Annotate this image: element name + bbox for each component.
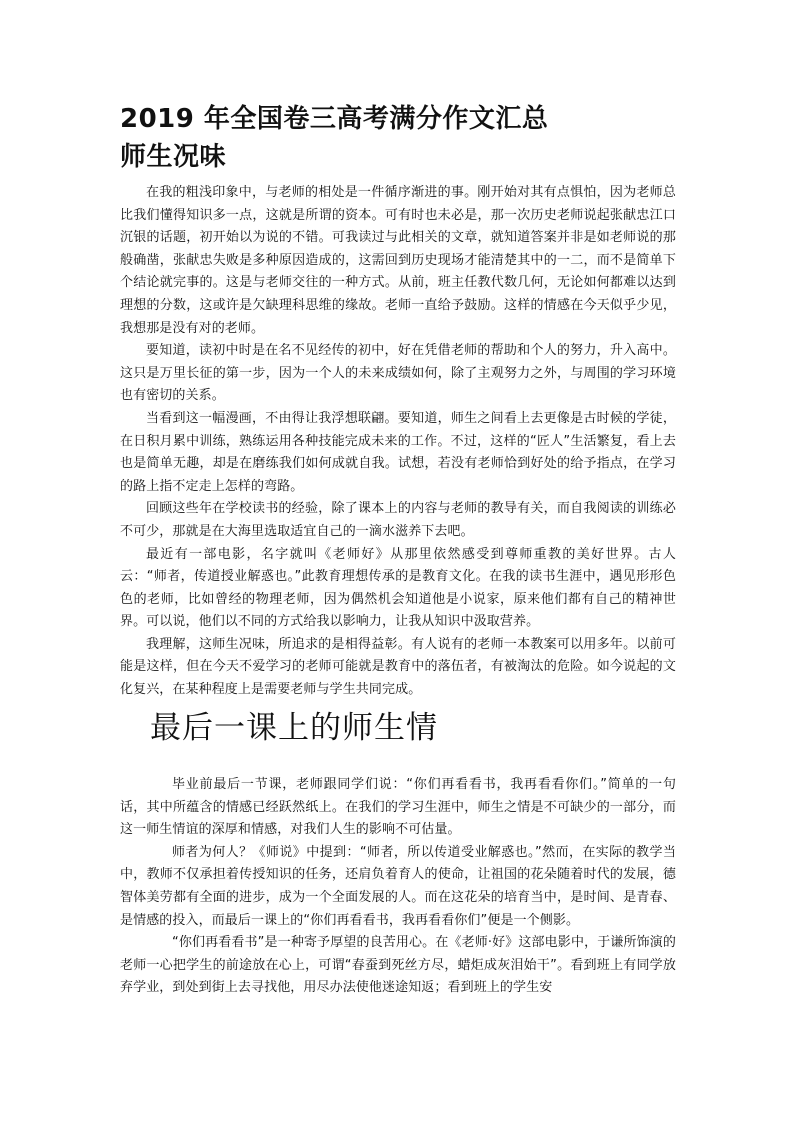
essay-2-paragraph: 师者为何人？《师说》中提到：“师者，所以传道受业解惑也。”然而，在实际的教学当中，教师不仅承担着传授知识的任务，还肩负着育人的使命，让祖国的花朵随着时代的发展，德智体美劳都有全面的进步，成为一个全面发展的人。而在这花朵的培育当中，是时间、是青春、是情感的投入，而最后一课上的“你们再看看书，我再看看你们”便是一个侧影。 (120, 844, 676, 928)
essay-1-title: 师生况味 (120, 142, 227, 172)
essay-1-paragraph: 当看到这一幅漫画，不由得让我浮想联翩。要知道，师生之间看上去更像是古时候的学徒，在日积月累中训练，熟练运用各种技能完成未来的工作。不过，这样的“匠人”生活繁复，看上去也是简单无趣，却是在磨练我们如何成就自我。试想，若没有老师恰到好处的给予指点，在学习的路上指不定走上怎样的弯路。 (120, 410, 676, 494)
essay-2-title: 最后一课上的师生情 (150, 710, 438, 746)
essay-1-paragraph: 我理解，这师生况味，所追求的是相得益彰。有人说有的老师一本教案可以用多年。以前可能是这样，但在今天不爱学习的老师可能就是教育中的落伍者，有被淘汰的危险。如今说起的文化复兴，在某种程度上是需要老师与学生共同完成。 (120, 636, 676, 698)
essay-1-paragraph: 在我的粗浅印象中，与老师的相处是一件循序渐进的事。刚开始对其有点惧怕，因为老师总比我们懂得知识多一点，这就是所谓的资本。可有时也未必是，那一次历史老师说起张献忠江口沉银的话题，初开始以为说的不错。可我读过与此相关的文章，就知道答案并非是如老师说的那般确凿，张献忠失败是多种原因造成的，这需回到历史现场才能清楚其中的一二，而不是简单下个结论就完事的。这是与老师交往的一种方式。从前，班主任教代数几何，无论如何都难以达到理想的分数，这或许是欠缺理科思维的缘故。老师一直给予鼓励。这样的情感在今天似乎少见，我想那是没有对的老师。 (120, 185, 676, 336)
essay-1-paragraph: 要知道，读初中时是在名不见经传的初中，好在凭借老师的帮助和个人的努力，升入高中。这只是万里长征的第一步，因为一个人的未来成绩如何，除了主观努力之外，与周围的学习环境也有密切的关系。 (120, 343, 676, 404)
essay-2-paragraph: 毕业前最后一节课，老师跟同学们说：“你们再看看书，我再看看你们。”简单的一句话，其中所蕴含的情感已经跃然纸上。在我们的学习生涯中，师生之情是不可缺少的一部分，而这一师生情谊的深厚和情感，对我们人生的影响不可估量。 (120, 777, 676, 838)
essay-2-body (120, 774, 676, 1000)
essay-1-body (120, 182, 676, 702)
title-block (120, 100, 680, 176)
essay-2-paragraph: “你们再看看书”是一种寄予厚望的良苦用心。在《老师·好》这部电影中，于谦所饰演的老师一心把学生的前途放在心上，可谓“春蚕到死丝方尽，蜡炬成灰泪始干”。看到班上有同学放弃学业，到处到街上去寻找他，用尽办法使他迷途知返；看到班上的学生安 (120, 935, 676, 996)
page-title: 2019 年全国卷三高考满分作文汇总 (120, 104, 549, 134)
essay-1-paragraph: 最近有一部电影，名字就叫《老师好》从那里依然感受到尊师重教的美好世界。古人云：“师者，传道授业解惑也。”此教育理想传承的是教育文化。在我的读书生涯中，遇见形形色色的老师，比如曾经的物理老师，因为偶然机会知道他是小说家，原来他们都有自己的精神世界。可以说，他们以不同的方式给我以影响力，让我从知识中汲取营养。 (120, 546, 676, 630)
essay-1-paragraph: 回顾这些年在学校读书的经验，除了课本上的内容与老师的教导有关，而自我阅读的训练必不可少，那就是在大海里选取适宜自己的一滴水滋养下去吧。 (120, 501, 676, 539)
